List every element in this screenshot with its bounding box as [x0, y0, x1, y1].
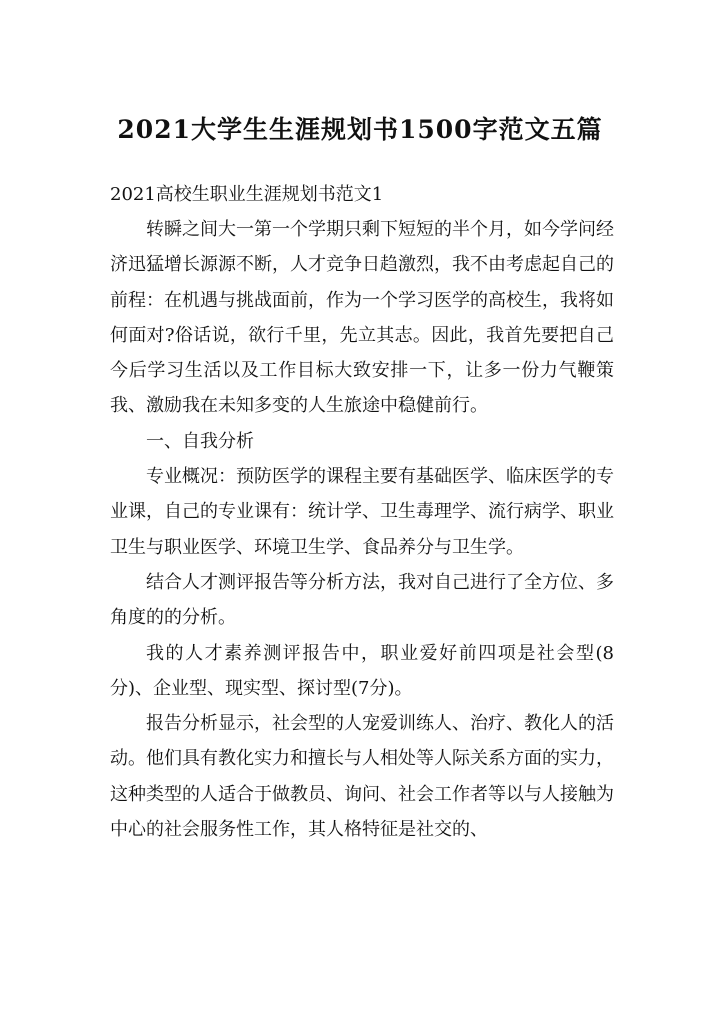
- paragraph-intro: 转瞬之间大一第一个学期只剩下短短的半个月，如今学问经济迅猛增长源源不断，人才竞争日趋激烈，我不由考虑起自己的前程：在机遇与挑战面前，作为一个学习医学的高校生，我将如何面对?俗话说，欲行千里，先立其志。因此，我首先要把自己今后学习生活以及工作目标大致安排一下，让多一份力气鞭策我、激励我在未知多变的人生旅途中稳健前行。: [110, 219, 614, 417]
- section-heading-self-analysis: 一、自我分析: [146, 430, 254, 452]
- document-body: [110, 212, 614, 847]
- paragraph-report-analysis: 报告分析显示，社会型的人宠爱训练人、治疗、教化人的活动。他们具有教化实力和擅长与人相处等人际关系方面的实力，这种类型的人适合于做教员、询问、社会工作者等以与人接触为中心的社会服务性工作，其人格特征是社交的、: [110, 713, 614, 841]
- paragraph-major-overview: 专业概况：预防医学的课程主要有基础医学、临床医学的专业课，自己的专业课有：统计学、卫生毒理学、流行病学、职业卫生与职业医学、环境卫生学、食品养分与卫生学。: [110, 466, 614, 558]
- paragraph-assessment-method: 结合人才测评报告等分析方法，我对自己进行了全方位、多角度的的分析。: [110, 571, 614, 629]
- document-title: 2021大学生生涯规划书1500字范文五篇: [117, 115, 603, 144]
- paragraph-assessment-result: 我的人才素养测评报告中，职业爱好前四项是社会型(8分)、企业型、现实型、探讨型(7分)。: [110, 642, 614, 699]
- document-subtitle: 2021高校生职业生涯规划书范文1: [110, 184, 384, 205]
